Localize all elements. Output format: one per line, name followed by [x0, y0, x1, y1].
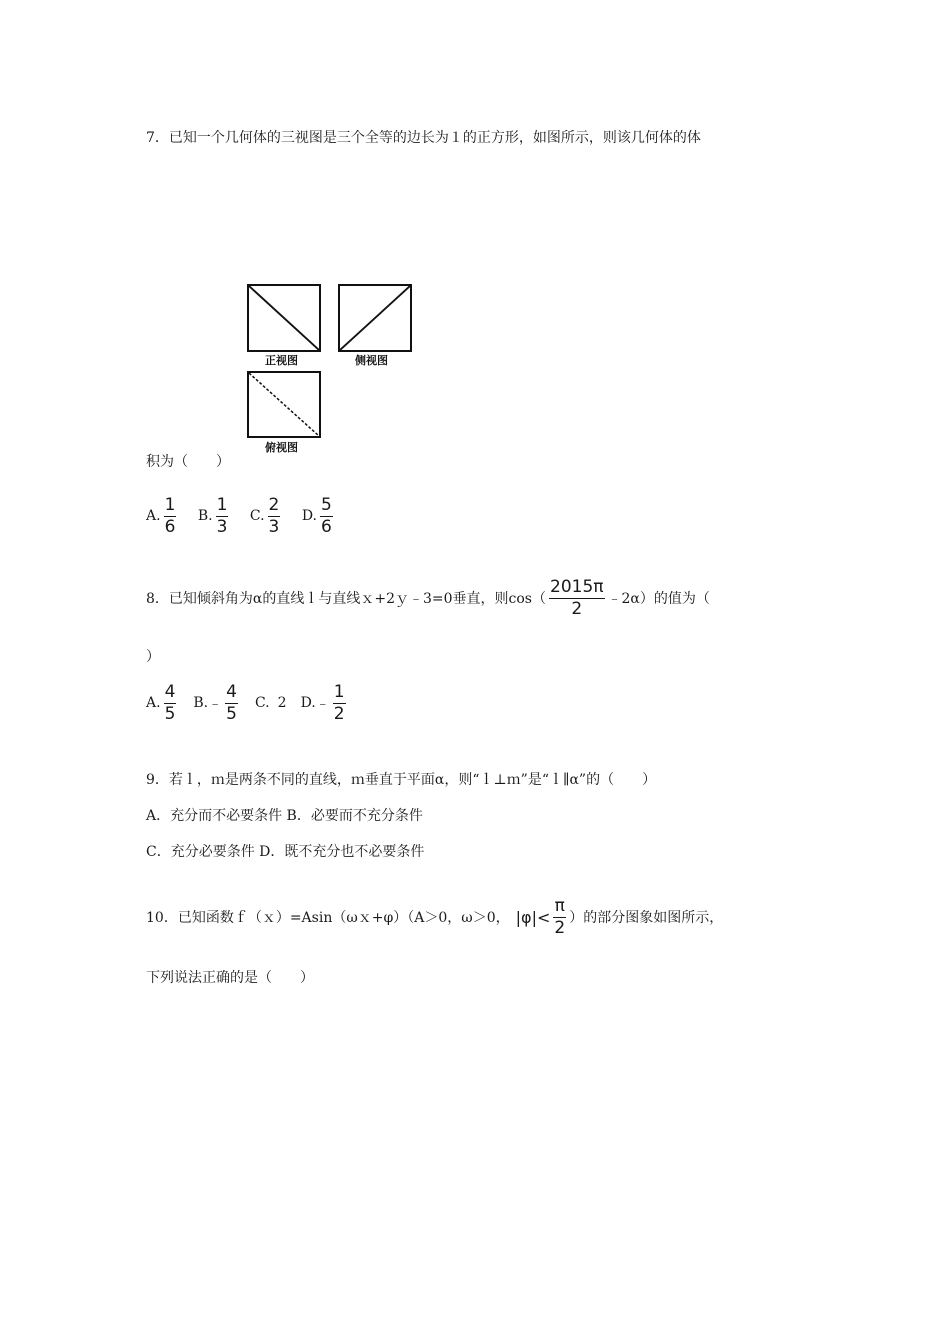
q10-abs-phi: |φ|< — [515, 907, 551, 927]
side-view-square — [338, 284, 412, 352]
front-view-label: 正视图 — [265, 354, 298, 367]
q8-stem: 8．已知倾斜角为α的直线ｌ与直线ｘ+2ｙ﹣3=0垂直，则cos（ $\frac{2015\pi}{2}$ ﹣2α）的值为（ — [146, 577, 710, 619]
q9-options-line-2[interactable]: C．充分必要条件 D．既不充分也不必要条件 — [146, 844, 425, 860]
front-view-diagonal — [249, 286, 319, 350]
q7-option-c[interactable]: C. $\frac{2}{3}$ — [249, 495, 280, 537]
top-view-square — [247, 371, 321, 438]
q8-option-d[interactable]: D. ﹣ $\frac{1}{2}$ — [300, 682, 345, 724]
top-view-dashed-diagonal — [249, 373, 319, 436]
q10-stem-tail: 下列说法正确的是（ ） — [146, 970, 314, 986]
q8-fraction: $\frac{2015\pi}{2}$ — [550, 577, 604, 619]
q9-options-line-1[interactable]: A．充分而不必要条件 B．必要而不充分条件 — [146, 808, 423, 824]
q8-stem-tail: ） — [146, 649, 160, 665]
fraction: $\frac{4}{5}$ — [164, 682, 176, 724]
q8-options — [146, 683, 363, 723]
fraction: $\frac{1}{3}$ — [216, 495, 228, 537]
q10-stem: 10．已知函数ｆ（ｘ）=Asin（ωｘ+φ）（A＞0，ω＞0， |φ|< $\frac{\pi}{2}$ ）的部分图象如图所示， — [146, 896, 724, 938]
q7-stem-tail: 积为（ ） — [146, 454, 230, 470]
q7-option-a[interactable]: A. $\frac{1}{6}$ — [146, 495, 176, 537]
q8-option-a[interactable]: A. $\frac{4}{5}$ — [146, 682, 176, 724]
q7-options — [146, 496, 350, 536]
q7-option-b[interactable]: B. $\frac{1}{3}$ — [197, 495, 228, 537]
fraction: $\frac{1}{6}$ — [164, 495, 176, 537]
q8-option-c[interactable]: C. 2 — [254, 695, 287, 712]
q9-stem: 9．若ｌ，ｍ是两条不同的直线，ｍ垂直于平面α，则“ｌ⊥ｍ”是“ｌ∥α”的（ ） — [146, 772, 657, 788]
front-view-square — [247, 284, 321, 352]
fraction: $\frac{2}{3}$ — [268, 495, 280, 537]
side-view-diagonal — [340, 286, 410, 350]
q8-option-b[interactable]: B. ﹣ $\frac{4}{5}$ — [193, 682, 237, 724]
fraction: $\frac{4}{5}$ — [226, 682, 237, 724]
q7-option-d[interactable]: D. $\frac{5}{6}$ — [301, 495, 332, 537]
fraction: $\frac{5}{6}$ — [321, 495, 332, 537]
top-view-label: 俯视图 — [265, 441, 298, 454]
side-view-label: 侧视图 — [355, 354, 388, 367]
q7-stem: 7．已知一个几何体的三视图是三个全等的边长为１的正方形，如图所示，则该几何体的体 — [146, 130, 701, 146]
fraction: $\frac{1}{2}$ — [333, 682, 345, 724]
q10-fraction: $\frac{\pi}{2}$ — [554, 896, 566, 938]
